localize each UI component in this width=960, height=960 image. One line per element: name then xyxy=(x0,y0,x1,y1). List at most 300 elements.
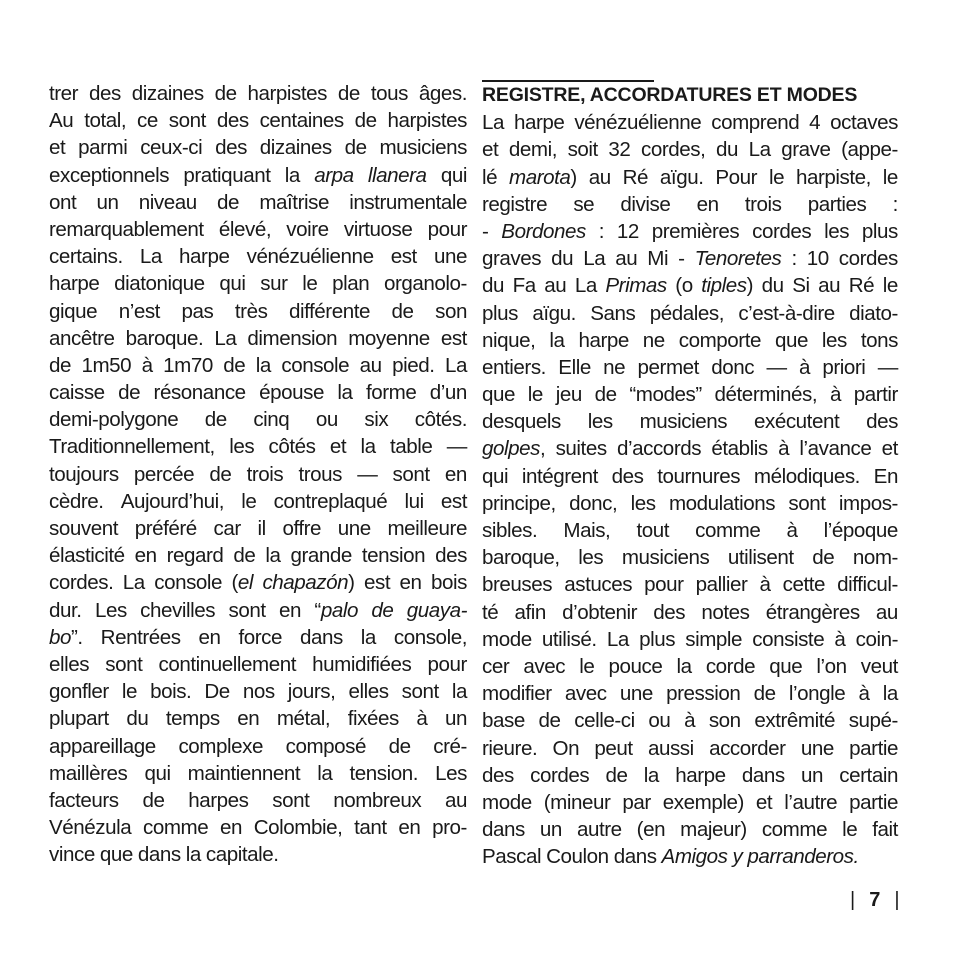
word: cordes xyxy=(530,763,590,787)
word: tension xyxy=(361,544,426,568)
text-line xyxy=(49,107,467,134)
word: offre xyxy=(282,517,322,540)
text-line xyxy=(482,381,898,408)
text-line xyxy=(482,789,898,816)
word: de xyxy=(538,709,561,733)
word: de xyxy=(142,788,165,812)
word: des xyxy=(88,82,121,105)
text-line xyxy=(49,651,467,678)
word: té xyxy=(482,600,499,624)
word: de xyxy=(344,136,367,160)
word: Fa xyxy=(512,274,536,298)
word: celle-ci xyxy=(574,709,635,733)
text-line xyxy=(49,841,467,868)
word: dur. xyxy=(49,598,82,622)
word: préféré xyxy=(134,517,197,540)
text-line xyxy=(482,245,898,272)
word: harpistes xyxy=(247,82,328,105)
word: harpe xyxy=(179,245,230,269)
word: capitale. xyxy=(205,843,279,867)
word: registre xyxy=(482,192,548,216)
word: pression xyxy=(666,682,741,706)
word: Rentrées xyxy=(100,625,181,649)
word: le xyxy=(882,165,898,189)
text-line xyxy=(49,542,467,569)
word: voire xyxy=(286,217,329,241)
text-line xyxy=(482,327,898,354)
word: 1m50 xyxy=(81,353,132,377)
word: une xyxy=(433,245,467,269)
text-line xyxy=(482,354,898,381)
word: qui xyxy=(144,761,171,785)
word: forme xyxy=(365,381,417,405)
word: le xyxy=(579,654,595,678)
word: dizaines xyxy=(259,136,332,160)
word: sont xyxy=(788,491,826,515)
word: bois. xyxy=(150,680,192,704)
text-line xyxy=(482,626,898,653)
word: du xyxy=(716,138,739,162)
word: cordes, xyxy=(641,138,706,162)
word: cordes xyxy=(752,219,812,243)
word: desquels xyxy=(482,410,561,434)
word: - xyxy=(482,219,489,243)
word: métal, xyxy=(276,707,331,731)
word: vénézuélienne xyxy=(246,245,374,269)
text-line xyxy=(49,624,467,651)
word: 4 xyxy=(809,111,821,135)
text-line xyxy=(49,325,467,352)
word: comme xyxy=(695,519,761,542)
word: La xyxy=(444,353,467,377)
word: en xyxy=(399,571,422,595)
word: parranderos. xyxy=(747,845,859,869)
word: diato- xyxy=(849,301,898,325)
word: pallier xyxy=(695,573,748,597)
word: avec xyxy=(523,654,566,678)
word: base xyxy=(482,709,525,733)
word: percée xyxy=(133,462,195,486)
word: centaines xyxy=(259,109,344,133)
text-line xyxy=(482,300,898,327)
word: en xyxy=(444,462,467,486)
word: La xyxy=(583,247,606,271)
word: le xyxy=(842,818,858,842)
word: donc xyxy=(711,355,755,379)
word: plus xyxy=(861,219,898,243)
word: demi-polygone xyxy=(49,408,179,432)
word: donc, xyxy=(569,491,618,515)
word: avec xyxy=(564,682,607,706)
word: sont xyxy=(168,109,206,133)
word: regard xyxy=(166,544,224,568)
word: baroque, xyxy=(482,546,560,570)
word: mode xyxy=(482,627,532,651)
text-line xyxy=(482,408,898,435)
word: soit xyxy=(567,138,598,162)
word: il xyxy=(257,517,266,540)
word: Amigos xyxy=(661,845,728,869)
word: y xyxy=(732,845,743,869)
word: La xyxy=(574,274,597,298)
word: nique, xyxy=(482,328,536,352)
word: accorder xyxy=(709,736,786,760)
text-line xyxy=(49,80,467,107)
word: bo”. xyxy=(49,625,83,649)
word: côtés xyxy=(268,435,316,459)
word: lui xyxy=(404,489,424,513)
word: au xyxy=(818,274,841,298)
word: suites xyxy=(555,437,607,461)
word: de xyxy=(337,82,360,105)
word: à xyxy=(759,573,771,597)
word: ont xyxy=(49,190,77,214)
word: astuces xyxy=(564,573,633,597)
word: jours, xyxy=(287,680,336,704)
text-line xyxy=(49,569,467,596)
word: Ré xyxy=(848,274,875,298)
word: en xyxy=(198,625,221,649)
word: table xyxy=(390,435,433,459)
word: contreplaqué xyxy=(273,489,388,513)
word: des xyxy=(216,109,249,133)
word: exécutent xyxy=(753,410,840,434)
word: musiciens xyxy=(621,546,710,570)
word: les xyxy=(587,410,613,434)
right-column-body xyxy=(482,109,898,870)
word: de xyxy=(233,544,256,568)
word: ou xyxy=(648,709,671,733)
word: plus xyxy=(639,627,676,651)
word: d’obtenir xyxy=(562,600,638,624)
word: est xyxy=(440,489,467,513)
word: tension. xyxy=(349,761,419,785)
word: elles xyxy=(49,652,90,676)
word: la xyxy=(549,328,565,352)
word: Traditionnellement, xyxy=(49,435,215,459)
text-line xyxy=(49,597,467,624)
word: sont xyxy=(392,462,430,486)
word: qui xyxy=(219,272,246,296)
text-line xyxy=(49,270,467,297)
word: La xyxy=(482,111,505,135)
word: déterminés, xyxy=(714,383,818,407)
left-column xyxy=(49,80,467,868)
word: (el xyxy=(231,571,254,595)
word: trer xyxy=(49,82,79,105)
word: console xyxy=(281,353,350,377)
word: tons xyxy=(860,328,898,352)
word: corde xyxy=(705,654,756,678)
text-line xyxy=(49,189,467,216)
word: consiste xyxy=(752,627,825,651)
word: notes xyxy=(701,600,750,624)
word: De xyxy=(204,680,230,704)
word: modifier xyxy=(482,682,552,706)
word: par xyxy=(622,790,651,814)
word: de xyxy=(204,408,227,432)
word: cèdre. xyxy=(49,489,104,513)
word: de xyxy=(391,299,414,323)
word: de xyxy=(209,462,232,486)
word: trois xyxy=(246,462,284,486)
word: aussi xyxy=(647,736,694,760)
text-line xyxy=(482,707,898,734)
word: des xyxy=(611,464,644,488)
text-line xyxy=(482,571,898,598)
word: plupart xyxy=(49,707,109,731)
word: vénézuélienne xyxy=(574,111,702,135)
word: premières xyxy=(651,219,740,243)
text-line xyxy=(482,463,898,490)
word: tiples) xyxy=(701,274,754,298)
word: arpa xyxy=(314,163,354,187)
word: diatonique xyxy=(114,272,205,296)
word: de xyxy=(214,82,237,105)
word: appareillage xyxy=(49,734,156,758)
word: à xyxy=(798,355,810,379)
word: humidifiées xyxy=(312,652,412,676)
word: à xyxy=(141,353,153,377)
word: parmi xyxy=(78,136,128,160)
word: impos- xyxy=(838,491,898,515)
word: “palo xyxy=(314,598,358,622)
word: des xyxy=(482,763,514,787)
word: des xyxy=(866,410,898,434)
text-line xyxy=(482,136,898,163)
word: les xyxy=(229,435,255,459)
word: des xyxy=(215,136,247,160)
word: : xyxy=(598,219,604,243)
word: le xyxy=(527,383,543,407)
word: console, xyxy=(393,625,467,649)
word: toujours xyxy=(49,462,119,486)
word: la xyxy=(360,625,376,649)
word: maillères xyxy=(49,761,128,785)
text-line xyxy=(482,653,898,680)
word: est xyxy=(440,326,467,350)
word: parties xyxy=(807,192,867,216)
word: de xyxy=(812,546,835,570)
word: gonfler xyxy=(49,680,109,704)
word: virtuose xyxy=(343,217,413,241)
word: au xyxy=(875,600,898,624)
text-line xyxy=(49,162,467,189)
word: de xyxy=(118,381,141,405)
word: ancêtre xyxy=(49,326,115,350)
word: instrumentale xyxy=(349,190,467,214)
word: coin- xyxy=(855,627,898,651)
word: extrêmité xyxy=(754,709,836,733)
word: au xyxy=(444,788,467,812)
word: établis xyxy=(711,437,768,461)
word: musiciens xyxy=(639,410,728,434)
word: modulations xyxy=(668,491,776,515)
word: “modes” xyxy=(629,383,702,407)
word: (mineur xyxy=(543,790,611,814)
text-line xyxy=(482,272,898,299)
word: pour xyxy=(644,573,684,597)
word: Pascal xyxy=(482,845,542,869)
word: au xyxy=(588,165,611,189)
text-line xyxy=(49,705,467,732)
word: permet xyxy=(637,355,699,379)
word: à xyxy=(778,437,790,461)
text-line xyxy=(482,816,898,843)
text-line xyxy=(482,435,898,462)
text-line xyxy=(49,243,467,270)
word: jeu xyxy=(555,383,582,407)
word: de xyxy=(388,734,411,758)
word: chevilles xyxy=(140,598,216,622)
word: dans xyxy=(299,625,343,649)
word: continuellement xyxy=(158,652,297,676)
word: La xyxy=(748,138,771,162)
word: golpes, xyxy=(482,437,546,461)
word: La xyxy=(122,571,145,595)
word: de xyxy=(49,353,72,377)
word: sur xyxy=(260,272,288,296)
word: des xyxy=(653,600,686,624)
word: de xyxy=(217,190,240,214)
word: gique xyxy=(49,299,98,323)
word: que xyxy=(769,654,803,678)
word: 32 xyxy=(608,138,631,162)
word: la xyxy=(317,761,333,785)
word: temps xyxy=(165,707,220,731)
word: 1m70 xyxy=(163,353,213,377)
word: plan xyxy=(332,272,370,296)
word: dans xyxy=(613,845,657,869)
text-line xyxy=(482,735,898,762)
word: un xyxy=(539,818,562,842)
word: dimension xyxy=(247,326,338,350)
word: comme xyxy=(761,818,828,842)
word: difficul- xyxy=(837,573,898,597)
word: cette xyxy=(782,573,826,597)
word: six xyxy=(364,408,389,432)
word: harpe xyxy=(675,763,726,787)
word: exceptionnels xyxy=(49,163,170,187)
word: llanera xyxy=(367,163,427,187)
word: — xyxy=(877,355,898,379)
word: console xyxy=(154,571,223,595)
word: la xyxy=(360,435,376,459)
word: à xyxy=(786,519,798,542)
word: Mais, xyxy=(563,519,611,542)
word: n’est xyxy=(118,299,160,323)
word: octaves xyxy=(830,111,898,135)
word: comprend xyxy=(711,111,800,135)
text-line xyxy=(482,164,898,191)
section-heading: REGISTRE, ACCORDATURES ET MODES xyxy=(482,84,858,106)
word: niveau xyxy=(138,190,197,214)
word: élasticité xyxy=(49,544,125,568)
word: partie xyxy=(849,736,898,760)
word: lé xyxy=(482,165,498,189)
word: élevé, xyxy=(218,217,272,241)
word: pour xyxy=(427,652,467,676)
word: et xyxy=(482,138,499,162)
word: de xyxy=(753,682,776,706)
word: sibles. xyxy=(482,519,538,542)
word: l’autre xyxy=(784,790,838,814)
word: remarquablement xyxy=(49,217,204,241)
word: est xyxy=(363,571,391,595)
text-line xyxy=(49,678,467,705)
text-line xyxy=(482,843,898,870)
word: en xyxy=(279,598,302,622)
word: : xyxy=(892,192,898,216)
word: tout xyxy=(636,519,669,542)
word: Aujourd’hui, xyxy=(120,489,225,513)
word: et xyxy=(329,435,347,459)
text-line xyxy=(49,760,467,787)
word: composé xyxy=(285,734,367,758)
word: certain xyxy=(839,763,898,787)
word: ne xyxy=(603,355,626,379)
word: total, xyxy=(84,109,127,133)
word: exemple) xyxy=(662,790,744,814)
word: Vénézula xyxy=(49,816,132,840)
word: En xyxy=(873,464,898,488)
word: que xyxy=(774,328,808,352)
word: mélodiques. xyxy=(753,464,860,488)
word: à xyxy=(684,709,696,733)
word: une xyxy=(337,517,371,540)
word: rieure. xyxy=(482,736,538,760)
word: Les xyxy=(435,761,467,785)
word: demi, xyxy=(508,138,557,162)
word: car xyxy=(213,517,241,540)
word: veut xyxy=(860,654,898,678)
word: grande xyxy=(290,544,352,568)
word: supé- xyxy=(848,709,898,733)
word: graves xyxy=(482,247,542,271)
word: — xyxy=(766,355,787,379)
word: Ré xyxy=(622,165,649,189)
text-line xyxy=(482,218,898,245)
word: (en xyxy=(636,818,666,842)
word: Elle xyxy=(558,355,591,379)
word: cordes xyxy=(838,247,898,271)
word: marota) xyxy=(509,165,577,189)
word: de xyxy=(354,109,377,133)
word: elles xyxy=(348,680,389,704)
text-line xyxy=(482,517,898,544)
word: grave xyxy=(781,138,831,162)
word: aïgu. xyxy=(659,165,704,189)
word: trous xyxy=(298,462,342,486)
word: différente xyxy=(288,299,370,323)
word: complexe xyxy=(178,734,263,758)
word: étrangères xyxy=(765,600,860,624)
word: afin xyxy=(514,600,546,624)
word: du xyxy=(482,274,505,298)
word: La xyxy=(214,326,237,350)
word: guaya- xyxy=(406,598,467,622)
word: cer xyxy=(482,654,510,678)
word: et xyxy=(881,437,898,461)
word: la xyxy=(451,680,467,704)
word: que xyxy=(99,843,133,867)
word: harpiste, xyxy=(795,165,871,189)
right-column xyxy=(482,80,898,870)
word: tant xyxy=(354,816,387,840)
word: et xyxy=(755,790,773,814)
word: sont xyxy=(228,598,266,622)
word: dans xyxy=(741,763,785,787)
